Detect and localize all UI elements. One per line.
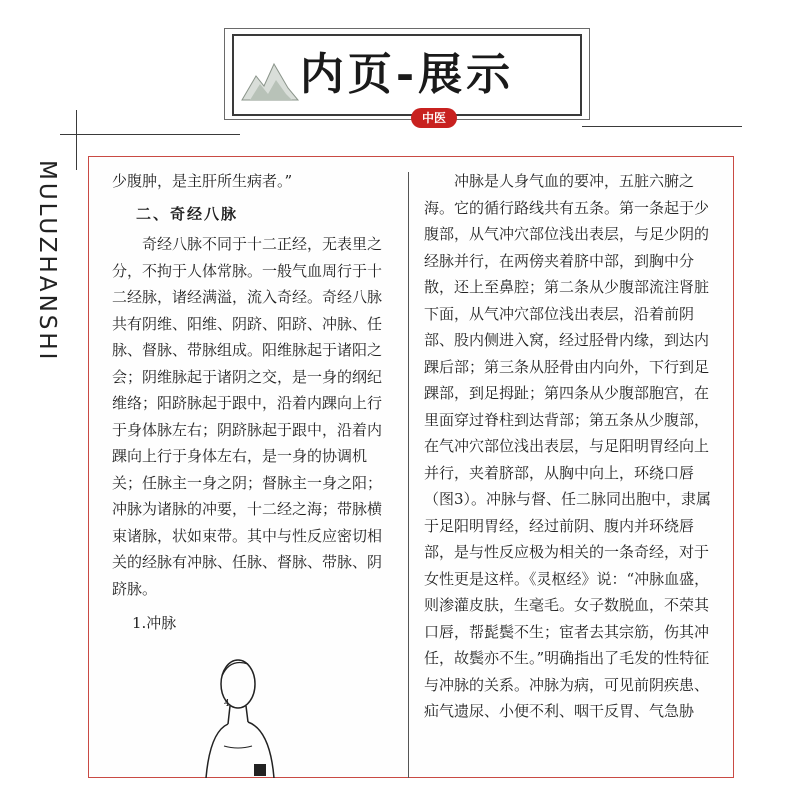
right-paragraph: 冲脉是人身气血的要冲，五脏六腑之海。它的循行路线共有五条。第一条起于少腹部，从气冲穴部位浅出表层，与足少阴的经脉并行，在两傍夹着脐中部，到胸中分散，还上至鼻腔；第二条从少腹部流注肾脏下面，从气冲穴部位浅出表层，沿着前阴部、股内侧进入窝，经过胫骨内缘，到达内踝后部；第三条从胫骨由内向外，下行到足踝部，到足拇趾；第四条从少腹部胞宫，在里面穿过脊柱到达背部；第五条从少腹部，在气冲穴部位浅出表层，与足阳明胃经向上并行，夹着脐部，从胸中向上，环绕口唇（图3）。冲脉与督、任二脉同出胞中，隶属于足阳明胃经，经过前阴、腹内并环绕唇部，是与性反应极为相关的一条奇经，对于女性更是这样。《灵枢经》说：“冲脉血盛，则渗灌皮肤，生毫毛。女子数脱血，不荣其口唇，帮髭鬓不生；宦者去其宗筋，伤其冲任，故鬓亦不生。”明确指出了毛发的性特征与冲脉的关系。冲脉为病，可见前阴疾患、疝气遗尿、小便不利、咽干反胃、气急胁: [424, 172, 712, 720]
figure-label: 4: [224, 699, 230, 709]
left-column: [112, 168, 394, 637]
seal-badge: 中医: [411, 108, 457, 128]
decor-line-top: [60, 134, 240, 135]
left-paragraph: 奇经八脉不同于十二正经，无表里之分，不拘于人体常脉。一般气血周行于十二经脉，诸经满溢，流入奇经。奇经八脉共有阴维、阳维、阴跻、阳跻、冲脉、任脉、督脉、带脉组成。阳维脉起于诸阳之会；阴维脉起于诸阴之交，是一身的纲纪维络；阳跻脉起于跟中，沿着内踝向上行于身体脉左右；阴跻脉起于跟中，沿着内踝向上行于身体左右，是一身的协调机关；任脉主一身之阴；督脉主一身之阳；冲脉为诸脉的冲要，十二经之海；带脉横束诸脉，状如束带。其中与性反应密切相关的经脉有冲脉、任脉、督脉、带脉、阴跻脉。: [112, 235, 383, 598]
right-column: [424, 168, 720, 725]
section-heading: 二、奇经八脉: [136, 204, 239, 223]
column-divider: [408, 172, 409, 778]
page-title: 内页-展示: [299, 49, 515, 100]
anatomy-figure: [200, 650, 280, 778]
decor-line-vertical: [76, 110, 77, 170]
side-vertical-text: MULUZHANSHI: [34, 160, 60, 363]
left-first-line: 少腹肿，是主肝所生病者。”: [112, 172, 293, 190]
decor-line-right: [582, 126, 742, 127]
subsection-heading: 1.冲脉: [132, 614, 177, 632]
